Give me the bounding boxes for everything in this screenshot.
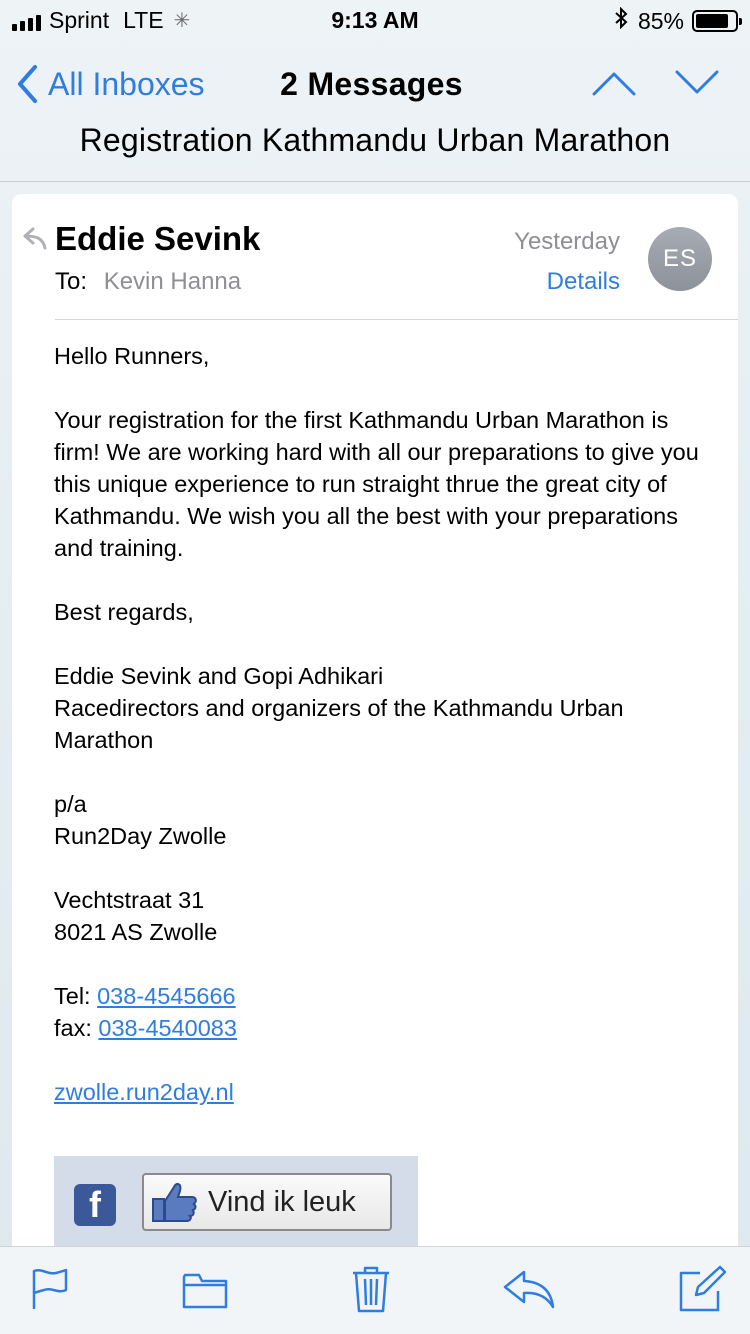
fax-line — [54, 1012, 714, 1044]
website-line — [54, 1076, 714, 1108]
nav-title: 2 Messages — [280, 66, 463, 102]
message-subject: Registration Kathmandu Urban Marathon — [79, 122, 671, 158]
navigation-bar — [0, 44, 750, 182]
facebook-like-banner[interactable] — [54, 1156, 418, 1254]
message-date: Yesterday — [514, 228, 620, 255]
to-label: To: — [55, 268, 88, 295]
thumbs-up-icon — [150, 1179, 200, 1225]
details-link[interactable]: Details — [546, 268, 620, 295]
fax-link[interactable]: 038-4540083 — [98, 1015, 237, 1041]
carrier-name: Sprint — [49, 7, 110, 33]
pa-line: p/a — [54, 791, 87, 817]
bluetooth-icon — [614, 7, 628, 35]
street-address: Vechtstraat 31 — [54, 887, 205, 913]
chevron-down-icon — [675, 70, 719, 96]
battery-percent: 85% — [637, 7, 684, 34]
back-label: All Inboxes — [48, 65, 205, 102]
chevron-up-icon — [592, 70, 636, 96]
replied-indicator-icon — [22, 226, 48, 255]
facebook-icon: f — [74, 1184, 116, 1226]
trash-icon[interactable] — [351, 1265, 391, 1318]
status-bar — [0, 0, 750, 40]
next-message-button[interactable] — [675, 70, 719, 101]
greeting: Hello Runners, — [54, 343, 210, 369]
signature-names: Eddie Sevink and Gopi Adhikari — [54, 663, 384, 689]
fax-label: fax: — [54, 1015, 99, 1041]
closing: Best regards, — [54, 599, 194, 625]
message-body — [54, 340, 714, 1108]
avatar: ES — [648, 227, 712, 291]
battery-icon — [692, 10, 738, 32]
compose-icon[interactable] — [678, 1265, 726, 1318]
status-right — [614, 7, 738, 35]
body-paragraph: Your registration for the first Kathmandu Urban Marathon is firm! We are working hard with all our preparations to give you this unique experience to run straight thrue the great city of Kathmandu. We wish you all the best with your preparations and training. — [54, 407, 699, 561]
signature-role: Racedirectors and organizers of the Kathmandu Urban Marathon — [54, 695, 624, 753]
flag-icon[interactable] — [30, 1267, 70, 1316]
status-time: 9:13 AM — [331, 7, 419, 33]
recipient-line — [55, 268, 241, 296]
activity-spinner-icon: ✳ — [173, 10, 191, 32]
tel-link[interactable]: 038-4545666 — [97, 983, 236, 1009]
recipient-name[interactable]: Kevin Hanna — [103, 268, 242, 295]
reply-icon[interactable] — [502, 1269, 556, 1314]
facebook-like-button[interactable] — [142, 1173, 392, 1231]
like-label: Vind ik leuk — [208, 1185, 356, 1218]
tel-line — [54, 980, 714, 1012]
message-card — [12, 194, 738, 1254]
header-divider — [55, 319, 738, 320]
previous-message-button[interactable] — [592, 70, 636, 101]
tel-label: Tel: — [54, 983, 98, 1009]
city-address: 8021 AS Zwolle — [54, 919, 218, 945]
company-name: Run2Day Zwolle — [54, 823, 227, 849]
network-type: LTE — [123, 7, 164, 33]
bottom-toolbar — [0, 1246, 750, 1334]
folder-icon[interactable] — [182, 1271, 228, 1314]
sender-name[interactable]: Eddie Sevink — [55, 220, 261, 257]
website-link[interactable]: zwolle.run2day.nl — [54, 1079, 234, 1105]
